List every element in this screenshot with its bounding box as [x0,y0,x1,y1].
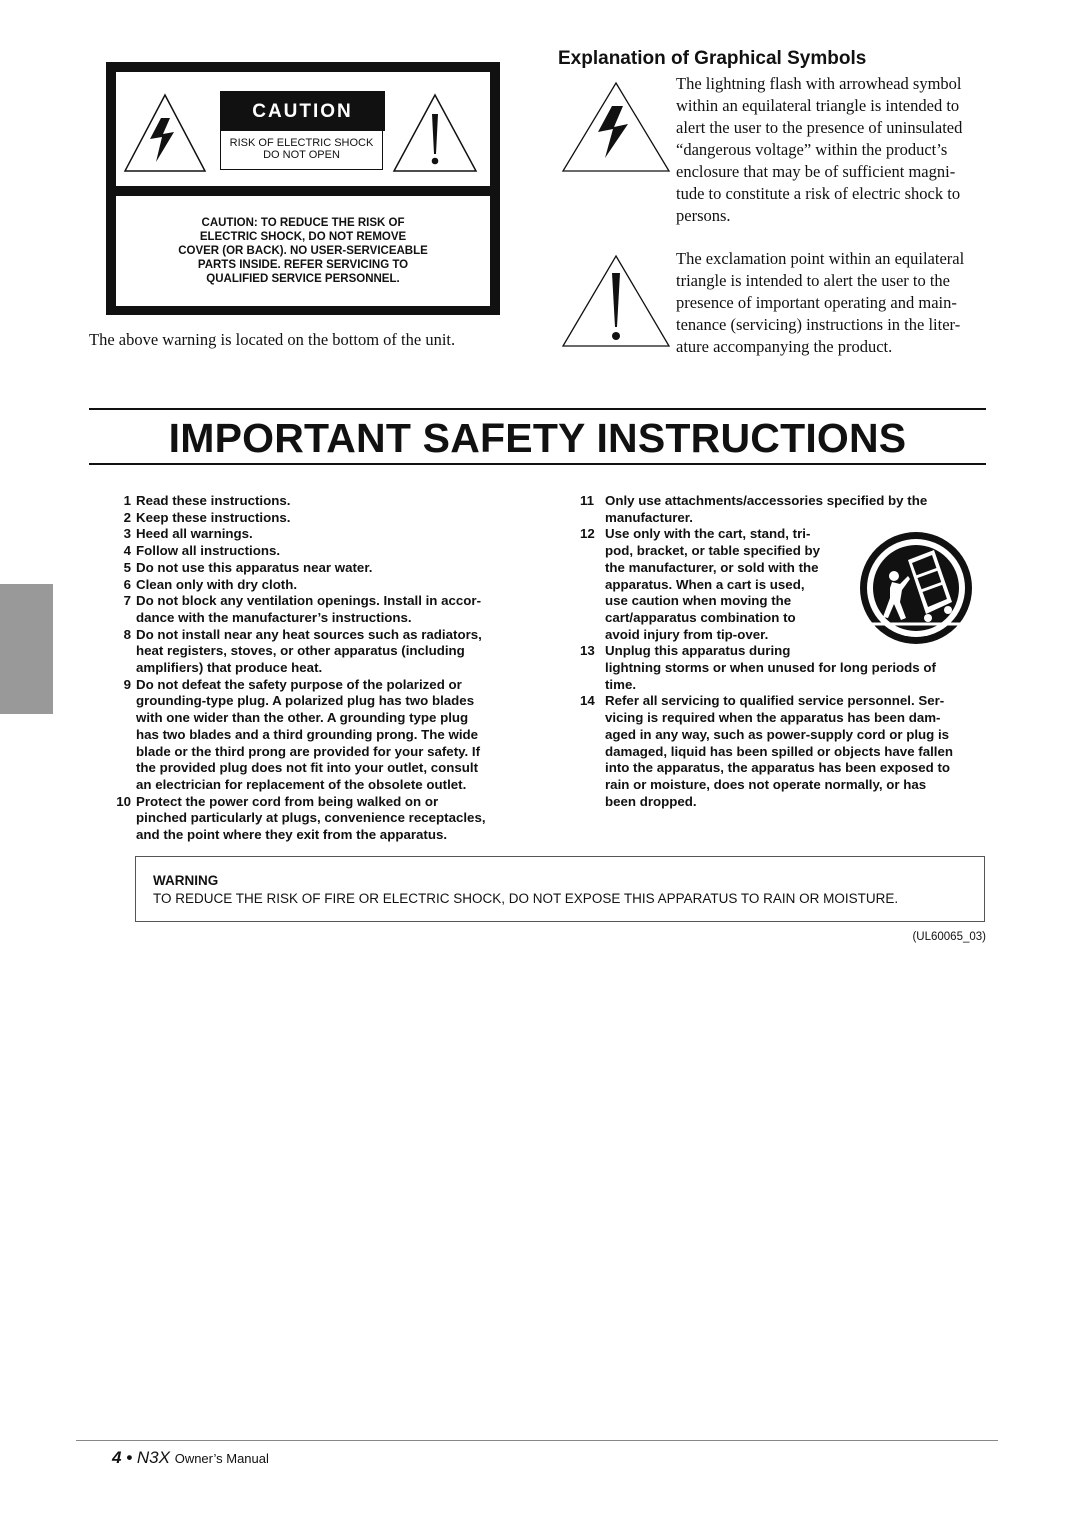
footer-rule [76,1440,998,1441]
footer-bullet: • [126,1448,133,1467]
instruction-number: 11 [580,493,595,508]
instruction-line: Only use attachments/accessories specified by the [605,493,928,508]
instruction-item [580,643,990,693]
manual-name: Owner’s Manual [174,1451,269,1466]
instruction-line: time. [605,676,637,692]
warning-box [135,856,985,922]
explanation-line: presence of important operating and main- [676,293,957,312]
instruction-line: Clean only with dry cloth. [136,576,298,592]
instruction-line: and the point where they exit from the apparatus. [136,827,448,843]
caution-subtext-line-1: RISK OF ELECTRIC SHOCK [229,137,374,149]
warning-location-note: The above warning is located on the bottom of the unit. [89,330,456,349]
instruction-line: pinched particularly at plugs, convenience receptacles, [136,810,486,826]
instruction-number: 7 [123,593,131,609]
title-rule-top [89,408,986,410]
lightning-explanation [676,73,988,227]
instruction-line: Use only with the cart, stand, tri- [605,526,811,542]
lightning-warning-icon [122,92,208,174]
instruction-line: an electrician for replacement of the obsolete outlet. [136,776,467,792]
instruction-line: lightning storms or when unused for long periods of [605,660,936,676]
instruction-line: into the apparatus, the apparatus has been exposed to [605,760,951,776]
caution-body-line: CAUTION: TO REDUCE THE RISK OF [201,217,405,229]
instruction-line: dance with the manufacturer’s instructions. [136,609,412,625]
instruction-line: cart/apparatus combination to [605,609,796,625]
warning-text: TO REDUCE THE RISK OF FIRE OR ELECTRIC SHOCK, DO NOT EXPOSE THIS APPARATUS TO RAIN OR MOISTURE. [153,891,899,906]
instruction-number: 13 [580,643,595,659]
instruction-number: 10 [116,793,131,809]
instruction-item [111,677,521,794]
instruction-line: vicing is required when the apparatus has been dam- [605,710,941,726]
instruction-line: Do not use this apparatus near water. [136,559,373,575]
title-rule-bottom [89,463,986,465]
explanation-line: enclosure that may be of sufficient magni- [676,162,956,181]
instruction-item [111,526,521,543]
exclamation-symbol-icon [560,253,672,349]
instruction-line: Read these instructions. [136,493,291,508]
instructions-left-column [111,493,521,844]
instruction-line: damaged, liquid has been spilled or objects have fallen [605,743,954,759]
instruction-line: amplifiers) that produce heat. [136,660,323,676]
instruction-item [111,560,521,577]
explanation-line: alert the user to the presence of uninsulated [676,118,963,137]
exclamation-explanation [676,248,988,358]
page-title: IMPORTANT SAFETY INSTRUCTIONS [168,415,907,461]
instruction-number: 12 [580,526,595,542]
explanation-line: ature accompanying the product. [676,337,893,356]
instruction-line: heat registers, stoves, or other apparatus (including [136,643,465,659]
cart-tipover-warning-icon [856,532,976,644]
instruction-number: 5 [123,559,131,575]
instruction-line: Refer all servicing to qualified service personnel. Ser- [605,693,945,709]
instruction-line: been dropped. [605,793,697,809]
model-name: N3X [136,1448,170,1467]
instruction-line: Keep these instructions. [136,509,291,525]
instruction-line: the provided plug does not fit into your outlet, consult [136,760,479,776]
caution-subtext [220,131,383,170]
instruction-line: use caution when moving the [605,593,792,609]
instruction-line: Do not block any ventilation openings. Install in accor- [136,593,482,609]
ul-code: (UL60065_03) [912,931,986,943]
instruction-number: 9 [123,676,131,692]
lightning-symbol-icon [560,80,672,174]
exclamation-warning-icon [391,92,479,174]
instruction-item [111,593,521,626]
instruction-line: manufacturer. [605,509,693,525]
instruction-item [580,693,990,810]
caution-body-text [136,216,470,286]
instruction-line: rain or moisture, does not operate normally, or has [605,776,927,792]
instruction-line: Do not install near any heat sources such as radiators, [136,626,482,642]
instruction-number: 8 [123,626,131,642]
section-tab [0,584,53,714]
instruction-item [111,627,521,677]
explanation-line: triangle is intended to alert the user to the [676,271,950,290]
instruction-line: with one wider than the other. A grounding type plug [136,710,469,726]
caution-body-line: PARTS INSIDE. REFER SERVICING TO [197,259,409,271]
instruction-number: 14 [580,693,595,709]
caution-body-line: COVER (OR BACK). NO USER-SERVICEABLE [178,245,428,257]
instruction-line: aged in any way, such as power-supply cord or plug is [605,726,950,742]
explanation-line: tenance (servicing) instructions in the liter- [676,315,961,334]
explanation-line: The lightning flash with arrowhead symbol [676,74,962,93]
instruction-item [111,493,521,510]
instruction-item [111,794,521,844]
explanation-line: persons. [676,206,731,225]
instruction-line: Do not defeat the safety purpose of the polarized or [136,676,462,692]
instruction-line: apparatus. When a cart is used, [605,576,805,592]
warning-title: WARNING [153,873,219,888]
explanation-line: “dangerous voltage” within the product’s [676,140,948,159]
instruction-line: Protect the power cord from being walked on or [136,793,439,809]
caution-body-line: QUALIFIED SERVICE PERSONNEL. [206,273,400,285]
instruction-line: pod, bracket, or table specified by [605,543,821,559]
instruction-item [111,543,521,560]
instruction-line: avoid injury from tip-over. [605,626,769,642]
page-footer [112,1448,269,1468]
instruction-line: grounding-type plug. A polarized plug has two blades [136,693,475,709]
instruction-line: the manufacturer, or sold with the [605,559,819,575]
caution-body-line: ELECTRIC SHOCK, DO NOT REMOVE [199,231,407,243]
instruction-number: 6 [123,576,131,592]
instruction-line: Unplug this apparatus during [605,643,791,659]
instruction-item [580,493,990,526]
caution-subtext-line-2: DO NOT OPEN [263,149,340,161]
instruction-number: 3 [123,526,131,542]
instruction-line: has two blades and a third grounding prong. The wide [136,726,479,742]
instruction-line: Follow all instructions. [136,543,281,559]
caution-header: CAUTION [220,91,385,131]
instruction-number: 4 [123,543,131,559]
page-number: 4 [112,1448,122,1467]
explanation-heading: Explanation of Graphical Symbols [558,48,867,69]
instruction-line: Heed all warnings. [136,526,253,542]
explanation-line: tude to constitute a risk of electric shock to [676,184,961,203]
explanation-line: within an equilateral triangle is intended to [676,96,960,115]
explanation-line: The exclamation point within an equilateral [676,249,965,268]
instruction-number: 2 [123,509,131,525]
instruction-item [111,510,521,527]
instruction-number: 1 [123,493,131,508]
instruction-line: blade or the third prong are provided for your safety. If [136,743,481,759]
instruction-item [111,577,521,594]
